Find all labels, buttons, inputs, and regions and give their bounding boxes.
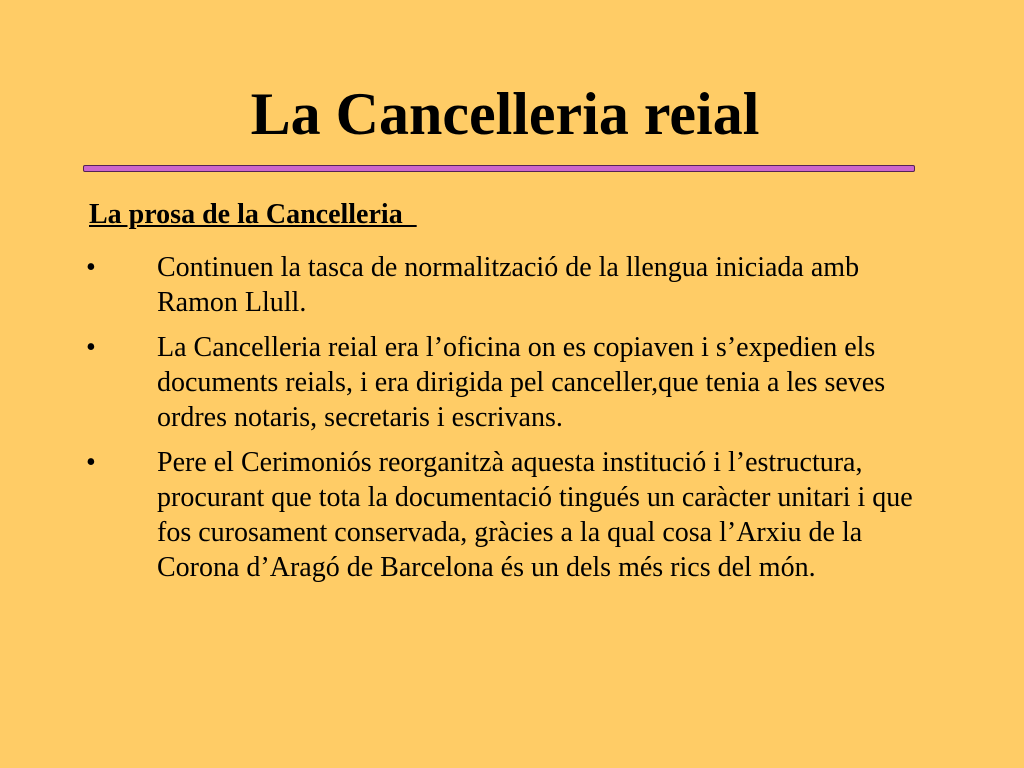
bullet-marker: • <box>86 332 96 363</box>
bullet-text: Pere el Cerimoniós reorganitzà aquesta institució i l’estructura, procurant que tota la documentació tingués un caràcter unitari i que fos curosament conservada, gràcies a la qual cosa l’Arxiu de la Corona d’Aragó de Barcelona és un dels més rics del món. <box>157 447 913 583</box>
section-subtitle: La prosa de la Cancelleria <box>89 199 417 230</box>
bullet-list <box>0 250 1024 595</box>
bullet-text: Continuen la tasca de normalització de la llengua iniciada amb Ramon Llull. <box>157 252 860 318</box>
title-divider <box>83 165 915 172</box>
bullet-marker: • <box>86 447 96 478</box>
bullet-item <box>0 445 932 585</box>
bullet-text: La Cancelleria reial era l’oficina on es copiaven i s’expedien els documents reials, i era dirigida pel canceller,que tenia a les seves ordres notaris, secretaris i escrivans. <box>157 332 886 433</box>
bullet-item <box>0 250 932 320</box>
bullet-item <box>0 330 932 435</box>
bullet-marker: • <box>86 252 96 283</box>
slide-title: La Cancelleria reial <box>250 81 760 147</box>
